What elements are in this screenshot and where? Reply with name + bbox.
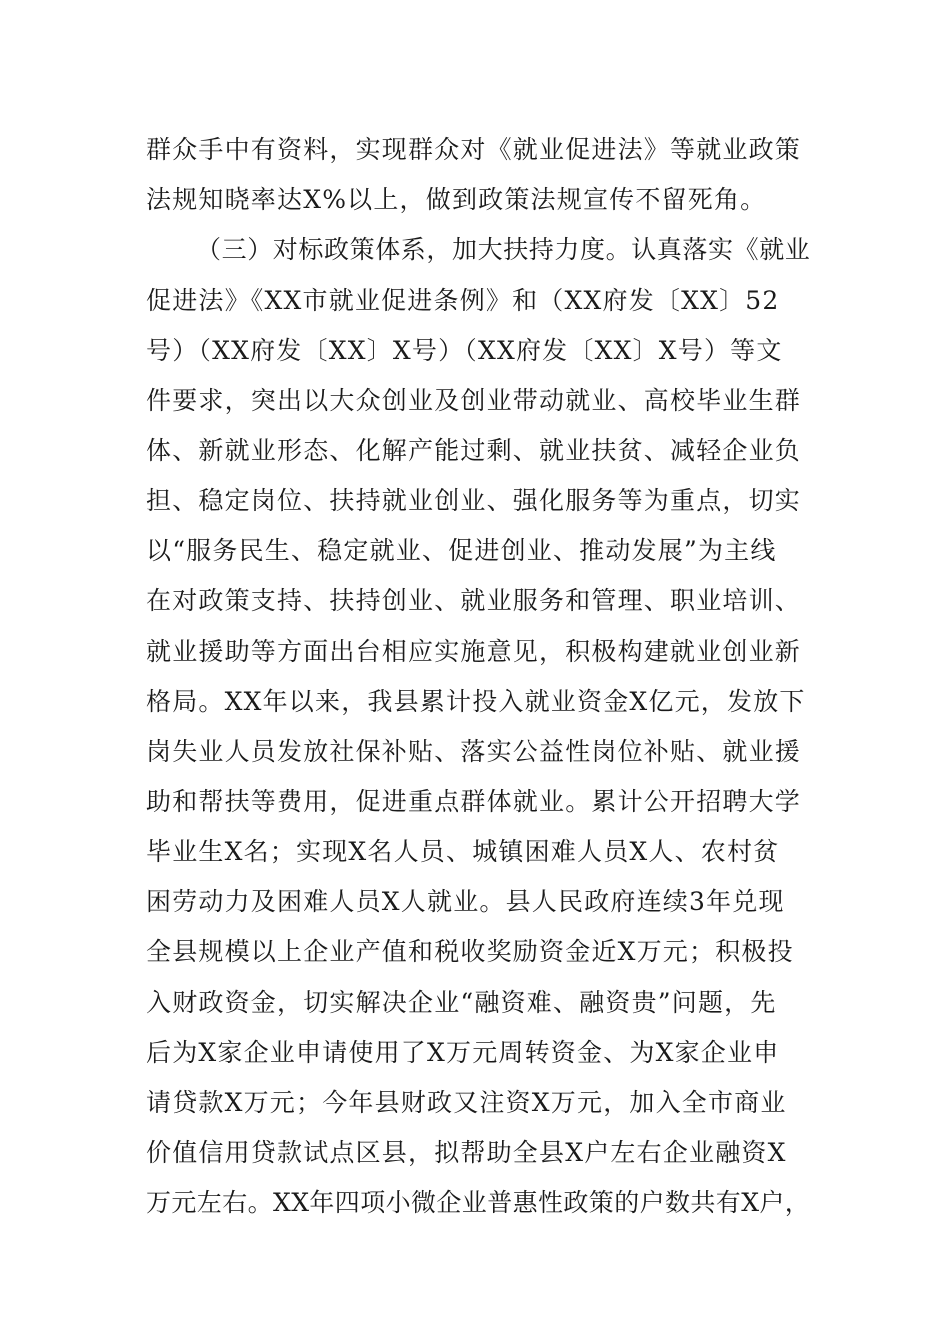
- text-line: 岗失业人员发放社保补贴、落实公益性岗位补贴、就业援: [146, 737, 802, 766]
- text-line: 困劳动力及困难人员X人就业。县人民政府连续3年兑现: [146, 887, 785, 916]
- text-line: 以“服务民生、稳定就业、促进创业、推动发展”为主线: [146, 536, 777, 565]
- text-line: 件要求，突出以大众创业及创业带动就业、高校毕业生群: [146, 386, 802, 415]
- text-line: 入财政资金，切实解决企业“融资难、融资贵”问题，先: [146, 988, 777, 1017]
- section-heading-line: （三）对标政策体系，加大扶持力度。认真落实《就业: [196, 235, 811, 264]
- text-line: 体、新就业形态、化解产能过剩、就业扶贫、减轻企业负: [146, 436, 802, 465]
- text-line: 促进法》《XX市就业促进条例》和（XX府发〔XX〕52: [146, 286, 780, 315]
- text-line: 全县规模以上企业产值和税收奖励资金近X万元；积极投: [146, 937, 794, 966]
- text-line: 万元左右。XX年四项小微企业普惠性政策的户数共有X户，: [146, 1188, 811, 1217]
- text-line: 毕业生X名；实现X名人员、城镇困难人员X人、农村贫: [146, 837, 780, 866]
- text-line: 价值信用贷款试点区县，拟帮助全县X户左右企业融资X: [146, 1138, 787, 1167]
- text-line: 法规知晓率达X%以上，做到政策法规宣传不留死角。: [146, 185, 767, 214]
- text-line: 后为X家企业申请使用了X万元周转资金、为X家企业申: [146, 1038, 780, 1067]
- text-line: 就业援助等方面出台相应实施意见，积极构建就业创业新: [146, 637, 802, 666]
- text-line: 担、稳定岗位、扶持就业创业、强化服务等为重点，切实: [146, 486, 802, 515]
- text-line: 助和帮扶等费用，促进重点群体就业。累计公开招聘大学: [146, 787, 802, 816]
- text-line: 群众手中有资料，实现群众对《就业促进法》等就业政策: [146, 135, 802, 164]
- text-line: 在对政策支持、扶持创业、就业服务和管理、职业培训、: [146, 586, 802, 615]
- text-line: 请贷款X万元；今年县财政又注资X万元，加入全市商业: [146, 1088, 787, 1117]
- text-line: 格局。XX年以来，我县累计投入就业资金X亿元，发放下: [146, 687, 806, 716]
- text-line: 号）（XX府发〔XX〕X号）（XX府发〔XX〕X号）等文: [146, 336, 783, 365]
